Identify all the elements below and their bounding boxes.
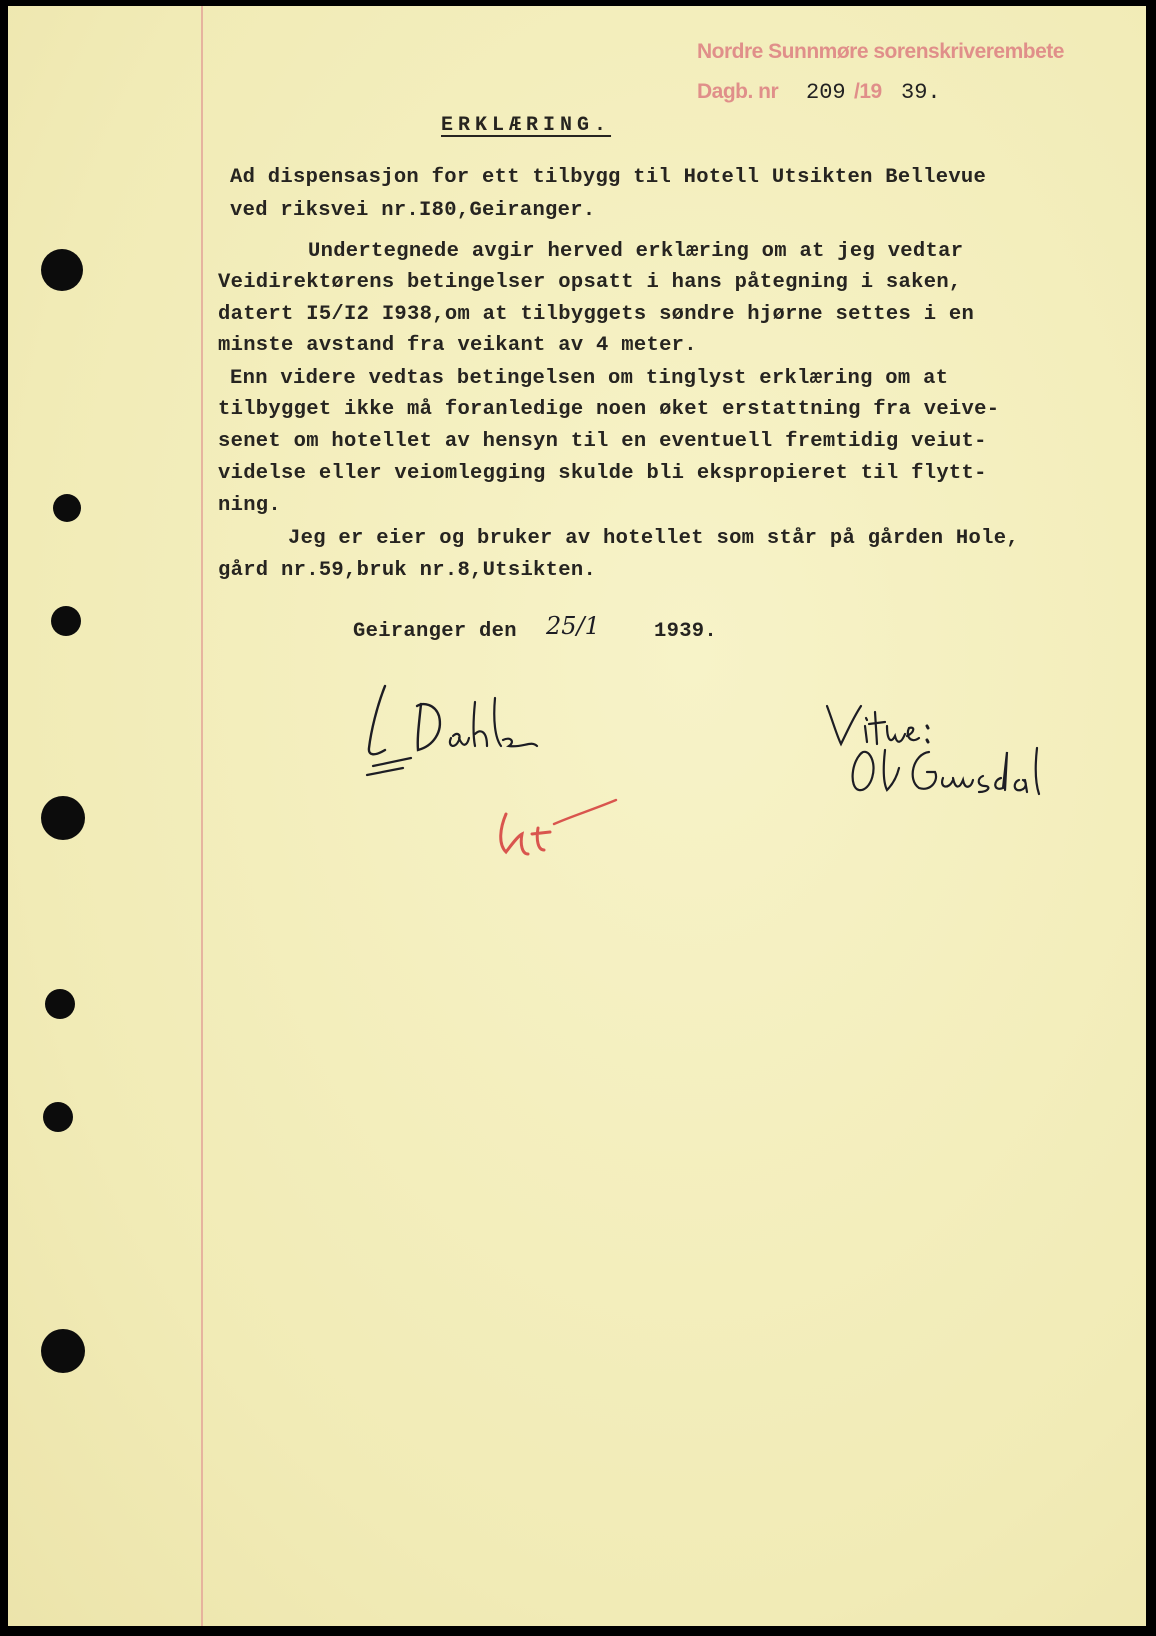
subject-line: ved riksvei nr.I80,Geiranger.: [230, 199, 596, 222]
body-line: videlse eller veiomlegging skulde bli ekspropieret til flytt-: [218, 462, 987, 485]
body-line: datert I5/I2 I938,om at tilbyggets søndre hjørne settes i en: [218, 303, 975, 326]
date-year: 1939.: [654, 620, 718, 643]
margin-line: [201, 6, 203, 1626]
dagb-year: 39.: [901, 80, 941, 105]
body-line: tilbygget ikke må foranledige noen øket erstattning fra veive-: [218, 398, 1000, 421]
dagb-separator: /19: [854, 80, 882, 103]
punch-hole: [51, 606, 81, 636]
body-line: Veidirektørens betingelser opsatt i hans påtegning i saken,: [218, 271, 962, 294]
office-stamp: Nordre Sunnmøre sorenskriverembete: [697, 40, 1064, 63]
dagb-stamp-prefix: Dagb. nr: [697, 80, 779, 103]
body-line: Jeg er eier og bruker av hotellet som står på gården Hole,: [288, 527, 1019, 550]
punch-hole: [41, 796, 85, 840]
witness-signature: [823, 696, 1103, 816]
body-line: gård nr.59,bruk nr.8,Utsikten.: [218, 559, 597, 582]
body-line: senet om hotellet av hensyn til en eventuell fremtidig veiut-: [218, 430, 987, 453]
body-line: Undertegnede avgir herved erklæring om at jeg vedtar: [308, 240, 964, 263]
body-line: ning.: [218, 494, 282, 517]
punch-hole: [53, 494, 81, 522]
punch-hole: [43, 1102, 73, 1132]
signature-left: [363, 676, 563, 786]
punch-hole: [41, 249, 83, 291]
place-date: Geiranger den: [353, 620, 517, 643]
document-title: ERKLÆRING.: [441, 114, 612, 137]
red-pencil-mark: [492, 804, 632, 864]
body-line: minste avstand fra veikant av 4 meter.: [218, 334, 697, 357]
subject-line: Ad dispensasjon for ett tilbygg til Hotell Utsikten Bellevue: [230, 166, 987, 189]
document-page: [8, 6, 1146, 1626]
handwritten-date: 25/1: [546, 612, 600, 640]
punch-hole: [45, 989, 75, 1019]
punch-hole: [41, 1329, 85, 1373]
body-line: Enn videre vedtas betingelsen om tinglyst erklæring om at: [230, 367, 949, 390]
dagb-number: 209: [806, 80, 846, 105]
